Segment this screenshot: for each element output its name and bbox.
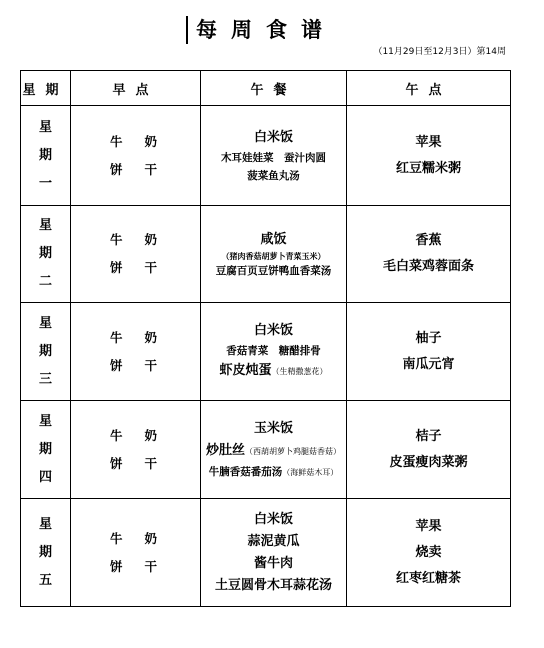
lunch-cell [201,499,347,607]
day-char: 星 [38,413,52,429]
lunch-item [201,262,346,280]
column-header-breakfast: 早点 [71,71,201,106]
snack-item: 皮蛋瘦肉菜粥 [389,454,468,470]
day-char: 星 [38,119,52,135]
lunch-item-text: 酱牛肉 [253,555,293,571]
table-row [21,106,511,206]
day-cell [21,106,71,206]
lunch-item-text: 蒜泥黄瓜 [247,533,300,549]
lunch-item [201,463,346,482]
lunch-item-text: 菠菜鱼丸汤 [247,169,300,182]
lunch-item-text: 白米饭 [253,129,293,145]
snack-cell [347,106,511,206]
day-char: 四 [38,469,52,485]
weekly-menu-table [20,70,511,607]
lunch-item [201,531,346,553]
snack-cell [347,401,511,499]
day-char: 期 [38,343,52,359]
lunch-item [201,127,346,149]
breakfast-item: 牛奶 [109,530,179,546]
breakfast-cell [71,401,201,499]
day-char: 星 [38,315,52,331]
breakfast-cell [71,106,201,206]
lunch-item-text: 虾皮炖蛋 [219,363,272,378]
table-row [21,499,511,607]
snack-item: 苹果 [415,134,442,150]
breakfast-item: 饼干 [109,558,179,574]
table-row [21,303,511,401]
page-title: 每周食谱 [196,18,336,42]
breakfast-item: 饼干 [109,260,179,275]
lunch-item-note: （西葫胡萝卜鸡腿菇香菇） [245,446,341,456]
day-cell [21,206,71,303]
snack-cell [347,499,511,607]
snack-cell [347,206,511,303]
day-char: 期 [38,246,52,261]
lunch-item-note: （海鲜菇木耳） [282,467,339,477]
snack-item: 红豆糯米粥 [395,160,461,176]
lunch-item-note: （生精撒葱花） [271,367,328,376]
lunch-item [201,440,346,463]
column-header-lunch: 午餐 [201,71,347,106]
snack-item: 红枣红糖茶 [395,570,461,586]
lunch-item [201,342,346,360]
day-cell [21,401,71,499]
breakfast-cell [71,499,201,607]
lunch-item [201,360,346,383]
table-row [21,401,511,499]
breakfast-cell [71,303,201,401]
lunch-item-text: 玉米饭 [253,420,293,436]
breakfast-item: 牛奶 [109,232,179,247]
lunch-cell [201,303,347,401]
lunch-item [201,320,346,342]
day-cell [21,303,71,401]
lunch-cell [201,206,347,303]
day-char: 星 [38,218,52,233]
column-header-day: 星期 [21,71,71,106]
table-row [21,206,511,303]
snack-item: 柚子 [415,330,442,346]
lunch-item-text: 牛腩香菇番茄汤 [208,465,283,478]
lunch-item-text: 土豆圆骨木耳蒜花汤 [214,577,332,593]
snack-cell [347,303,511,401]
lunch-item-text: 炒肚丝 [205,442,245,458]
snack-item: 苹果 [415,518,442,534]
breakfast-item: 饼干 [109,357,179,373]
breakfast-item: 饼干 [109,455,179,471]
lunch-item-text: 香菇青菜 糖醋排骨 [226,345,321,357]
lunch-item-text: 木耳娃娃菜 蚕汁肉圆 [221,151,326,164]
snack-item: 烧卖 [415,544,442,560]
day-char: 期 [38,544,52,560]
breakfast-item: 牛奶 [109,329,179,345]
text-cursor [186,16,188,44]
lunch-item [201,509,346,531]
day-cell [21,499,71,607]
lunch-item [201,418,346,440]
lunch-item [201,251,346,262]
day-char: 五 [38,572,52,588]
lunch-item-text: 白米饭 [253,511,293,527]
lunch-cell [201,106,347,206]
day-char: 星 [38,516,52,532]
lunch-item [201,229,346,251]
snack-item: 桔子 [415,428,442,444]
day-char: 三 [38,371,52,387]
breakfast-item: 饼干 [109,161,179,177]
day-char: 二 [38,274,52,289]
lunch-item [201,149,346,167]
lunch-cell [201,401,347,499]
snack-item: 南瓜元宵 [402,356,455,372]
lunch-item-text: （猪肉香菇胡萝卜青菜玉米） [221,251,326,261]
breakfast-cell [71,206,201,303]
day-char: 期 [38,441,52,457]
lunch-item-text: 豆腐百页豆饼鸭血香菜汤 [215,264,332,277]
lunch-item-text: 咸饭 [260,231,287,247]
day-char: 一 [38,175,52,191]
lunch-item [201,575,346,597]
date-range: （11月29日至12月3日）第14周 [373,47,506,57]
lunch-item [201,167,346,185]
breakfast-item: 牛奶 [109,133,179,149]
column-header-snack: 午点 [347,71,511,106]
lunch-item-text: 白米饭 [253,323,293,338]
snack-item: 毛白菜鸡蓉面条 [382,259,474,274]
lunch-item [201,553,346,575]
snack-item: 香蕉 [415,233,442,248]
table-header-row [21,71,511,106]
day-char: 期 [38,147,52,163]
breakfast-item: 牛奶 [109,427,179,443]
